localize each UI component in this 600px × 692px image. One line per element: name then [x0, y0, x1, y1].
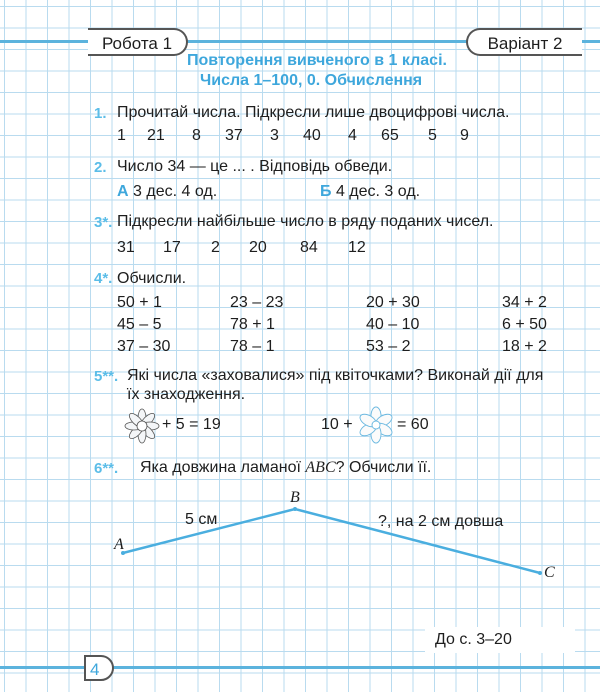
task1-value: 40 — [303, 127, 321, 144]
option-letter: А — [117, 183, 129, 200]
task2-number: 2. — [94, 159, 107, 176]
task6-text-abc: ABC — [305, 459, 336, 476]
expression: 78 – 1 — [230, 338, 275, 355]
task5-equation2-right: = 60 — [397, 416, 429, 433]
task1-value: 1 — [117, 127, 126, 144]
point-b-label: B — [290, 489, 300, 506]
task1-value: 4 — [348, 127, 357, 144]
task1-text: Прочитай числа. Підкресли лише двоцифрові числа. — [117, 104, 510, 121]
point-c-label: C — [544, 564, 555, 581]
page-number: 4 — [84, 655, 114, 681]
task6-text-prefix: Яка довжина ламаної — [140, 459, 306, 476]
page-reference: До с. 3–20 — [425, 627, 575, 653]
task1-number: 1. — [94, 105, 107, 122]
expression: 18 + 2 — [502, 338, 547, 355]
task5-number: 5**. — [94, 368, 119, 385]
expression: 45 – 5 — [117, 316, 162, 333]
option-text: 3 дес. 4 од. — [133, 183, 218, 200]
task1-value: 5 — [428, 127, 437, 144]
task3-value: 20 — [249, 239, 267, 256]
task4-text: Обчисли. — [117, 270, 187, 287]
task1-value: 3 — [270, 127, 279, 144]
page-title-line2: Числа 1–100, 0. Обчислення — [200, 72, 423, 89]
task5-text-line2: їх знаходження. — [127, 386, 246, 403]
option-letter: Б — [320, 183, 332, 200]
expression: 40 – 10 — [366, 316, 420, 333]
task2-text: Число 34 — це ... . Відповідь обведи. — [117, 158, 393, 175]
segment-bc-length: ?, на 2 см довша — [378, 513, 504, 530]
expression: 78 + 1 — [230, 316, 275, 333]
expression: 34 + 2 — [502, 294, 547, 311]
task1-value: 37 — [225, 127, 243, 144]
expression: 50 + 1 — [117, 294, 162, 311]
option-text: 4 дес. 3 од. — [335, 183, 421, 200]
task4-number: 4*. — [94, 270, 113, 287]
variant-label: Варіант 2 — [466, 28, 582, 56]
task3-value: 17 — [163, 239, 181, 256]
task1-value: 9 — [460, 127, 469, 144]
task3-text: Підкресли найбільше число в ряду поданих чисел. — [117, 213, 494, 230]
page-title-line1: Повторення вивченого в 1 класі. — [187, 52, 447, 69]
task6-text-suffix: ? Обчисли її. — [335, 459, 432, 476]
work-label: Робота 1 — [88, 28, 188, 56]
task3-number: 3*. — [94, 214, 113, 231]
task1-value: 8 — [192, 127, 201, 144]
task5-equation1: + 5 = 19 — [162, 416, 221, 433]
expression: 53 – 2 — [366, 338, 411, 355]
expression: 6 + 50 — [502, 316, 547, 333]
point-a-label: A — [114, 536, 124, 553]
segment-ab-length: 5 см — [185, 511, 218, 528]
task1-value: 21 — [147, 127, 165, 144]
expression: 23 – 23 — [230, 294, 284, 311]
task5-equation2-left: 10 + — [321, 416, 353, 433]
task1-value: 65 — [381, 127, 399, 144]
task3-value: 84 — [300, 239, 318, 256]
task3-value: 2 — [211, 239, 220, 256]
expression: 20 + 30 — [366, 294, 420, 311]
expression: 37 – 30 — [117, 338, 171, 355]
task3-value: 31 — [117, 239, 135, 256]
task5-text-line1: Які числа «заховалися» під квіточками? Виконай дії для — [127, 367, 544, 384]
task3-value: 12 — [348, 239, 366, 256]
task6-number: 6**. — [94, 460, 119, 477]
